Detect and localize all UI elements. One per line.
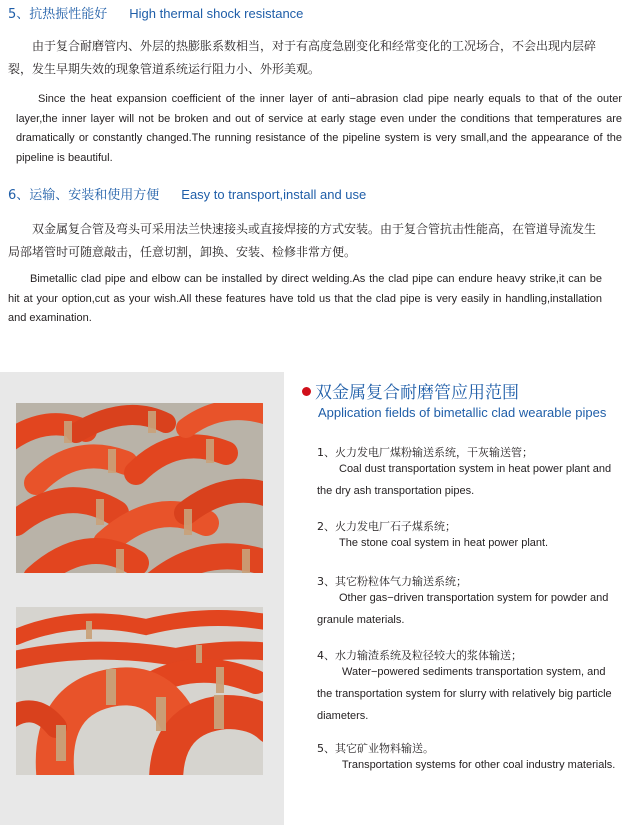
application-item-2-en: The stone coal system in heat power plant.	[339, 537, 549, 549]
applications-subtitle: Application fields of bimetallic clad wearable pipes	[318, 405, 607, 420]
section-5-en-paragraph: Since the heat expansion coefficient of the inner layer of anti−abrasion clad pipe nearly equals to that of the outer layer,the inner layer will not be broken and out of service at early stage even under the conditions that temperatures are dramatically or constantly changed.The running resistance of the pipeline system is very small,and the appearance of the pipeline is beautiful.	[16, 93, 622, 164]
pipe-elbows-photo-top	[16, 403, 263, 573]
section-6-heading-en: Easy to transport,install and use	[181, 187, 367, 202]
section-6-cn-paragraph: 双金属复合管及弯头可采用法兰快速接头或直接焊接的方式安装。由于复合管抗击性能高，在管道导流发生局部堵管时可随意敲击，任意切割，卸换、安装、检修非常方便。	[8, 222, 597, 259]
application-item-5-cn: 5、其它矿业物料输送。	[317, 742, 434, 755]
pipe-elbows-photo-bottom	[16, 607, 263, 775]
section-5-heading-en: High thermal shock resistance	[129, 6, 304, 21]
applications-title-cn: 双金属复合耐磨管应用范围	[315, 383, 519, 403]
application-item-5-en: Transportation systems for other coal industry materials.	[339, 759, 616, 771]
section-6-en-paragraph: Bimetallic clad pipe and elbow can be installed by direct welding.As the clad pipe can endure heavy strike,it can be hit at your option,cut as your wish.All these features have told us that the clad pipe is very easily in handling,installation and examination.	[8, 273, 602, 324]
application-item-1-en: Coal dust transportation system in heat power plant and the dry ash transportation pipes.	[317, 463, 612, 497]
section-6-heading-cn: 6、运输、安装和使用方便	[8, 188, 160, 203]
section-5-heading	[8, 3, 303, 22]
red-bullet-icon	[302, 387, 311, 396]
section-6-heading	[8, 184, 366, 203]
application-item-4-cn: 4、水力输渣系统及粒径较大的浆体输送；	[317, 649, 522, 662]
application-item-3-en: Other gas−driven transportation system for powder and granule materials.	[317, 592, 609, 626]
application-item-3-cn: 3、其它粉粒体气力输送系统；	[317, 575, 467, 588]
section-5-cn-paragraph: 由于复合耐磨管内、外层的热膨胀系数相当，对于有高度急剧变化和经常变化的工况场合，不会出现内层碎裂，发生早期失效的现象管道系统运行阻力小、外形美观。	[8, 39, 597, 76]
section-5-heading-cn: 5、抗热振性能好	[8, 7, 108, 22]
application-item-4-en: Water−powered sediments transportation system, and the transportation system for slurry with relatively big particle diameters.	[317, 666, 612, 722]
application-item-2-cn: 2、火力发电厂石子煤系统；	[317, 520, 456, 533]
applications-title	[302, 378, 519, 403]
application-item-1-cn: 1、火力发电厂煤粉输送系统，干灰输送管；	[317, 446, 533, 459]
